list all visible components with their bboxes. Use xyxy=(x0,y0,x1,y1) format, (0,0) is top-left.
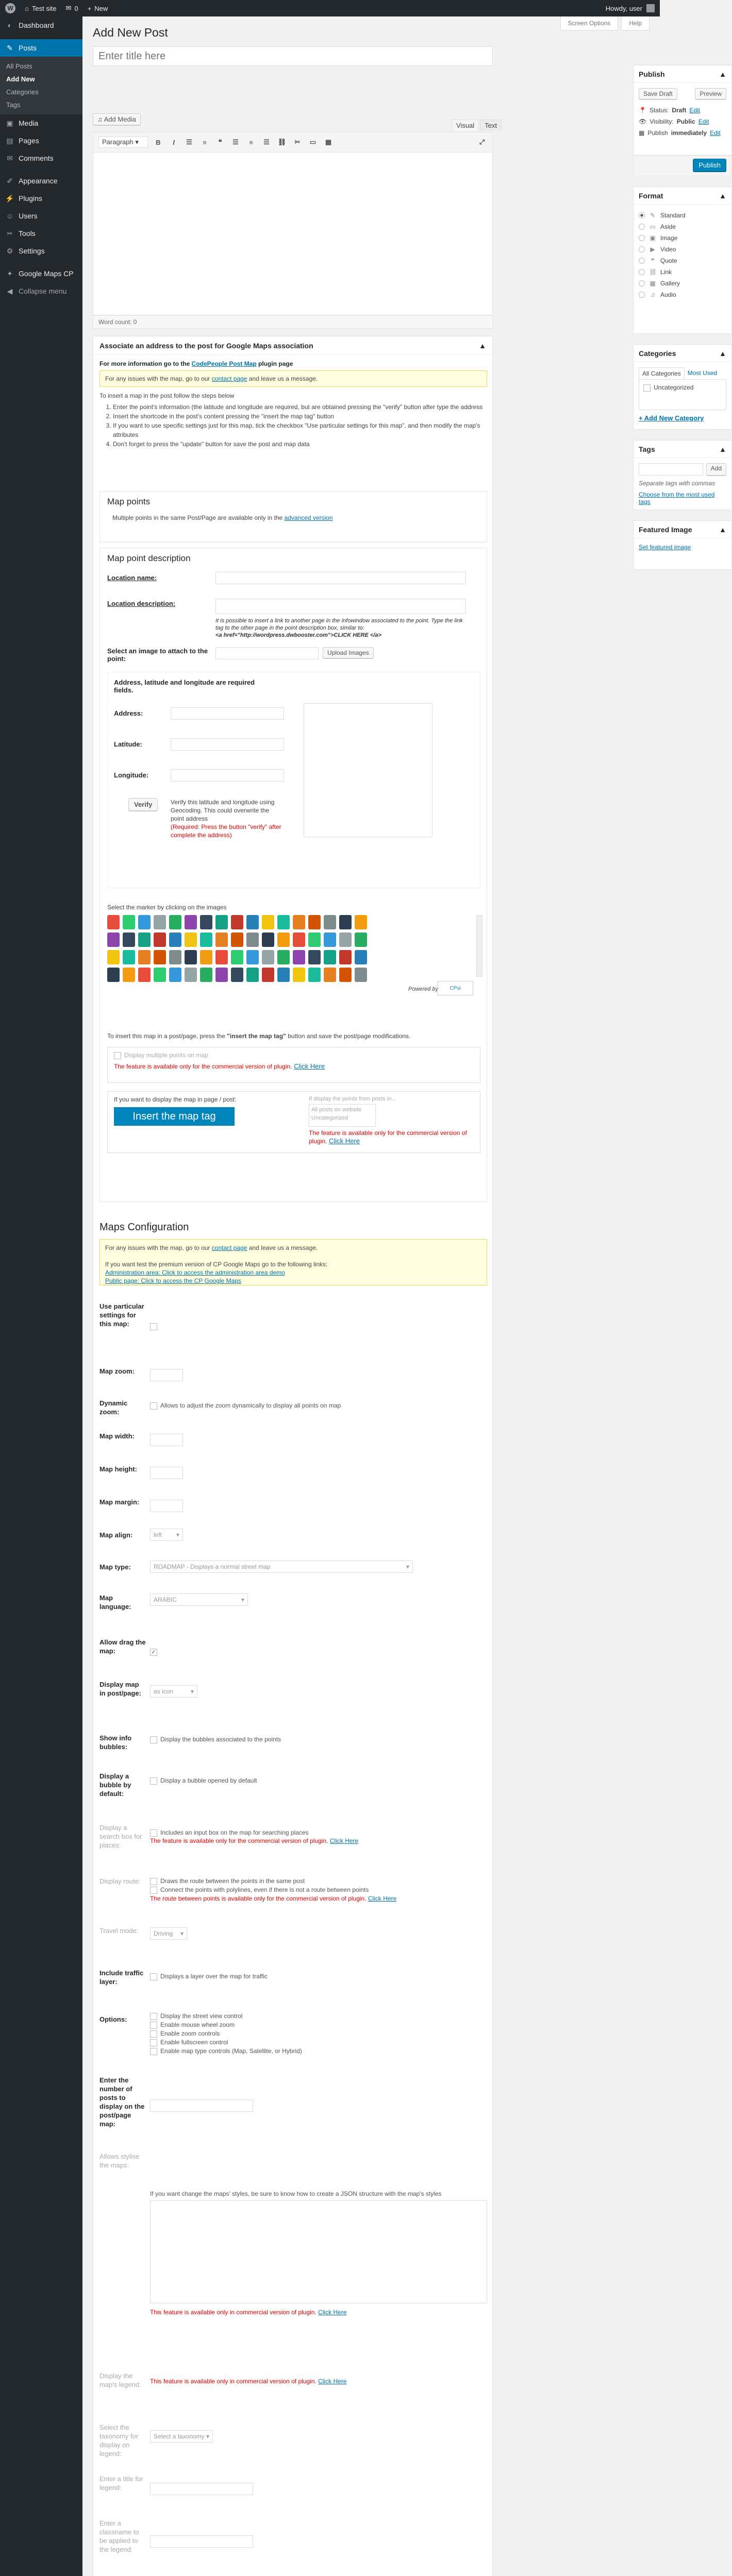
numbered-list-icon[interactable]: ≡ xyxy=(203,138,207,146)
list-item: 3. If you want to use specific settings just for this map, tick the checkbox "Use particular settings for this map", and then modify the map's attributes xyxy=(113,421,487,439)
marker-option[interactable] xyxy=(262,968,274,982)
marker-option[interactable] xyxy=(123,950,135,964)
marker-option[interactable] xyxy=(308,915,321,929)
align-center-icon[interactable]: ≡ xyxy=(249,138,253,146)
menu-users[interactable]: ☺ Users xyxy=(6,212,38,220)
marker-option[interactable] xyxy=(169,933,181,947)
marker-option[interactable] xyxy=(185,968,197,982)
edit-visibility-link[interactable]: Edit xyxy=(698,118,709,125)
marker-option[interactable] xyxy=(169,968,181,982)
post-content-editor[interactable] xyxy=(93,152,493,315)
marker-option[interactable] xyxy=(355,950,367,964)
advanced-version-link[interactable]: advanced version xyxy=(284,514,333,521)
format-quote[interactable]: ❝ Quote xyxy=(639,255,726,266)
toggle-arrow-icon[interactable]: ▲ xyxy=(719,192,726,200)
marker-option[interactable] xyxy=(324,968,336,982)
map-height-input[interactable] xyxy=(150,1467,183,1479)
marker-option[interactable] xyxy=(339,933,352,947)
bubble-default-checkbox[interactable] xyxy=(150,1777,157,1785)
marker-option[interactable] xyxy=(308,968,321,982)
paragraph-select[interactable]: Paragraph ▾ xyxy=(98,137,148,148)
marker-option[interactable] xyxy=(246,968,259,982)
description-hint: It is possible to insert a link to another page in the infowindow associated to the point. Type the link tag to the other page in the point description box, similar to: <a href="http://wordpress.dwbooster.com">CLICK HERE </a> xyxy=(215,618,463,638)
plus-icon: + xyxy=(87,4,92,12)
map-language-select[interactable]: ARABIC ▾ xyxy=(150,1594,248,1606)
publish-box: Publish ▲ Save Draft Preview 📍 Status: Draft Edit 👁 Visibility: Public Edit ▦ Publish immediately Edit Publish xyxy=(633,65,732,176)
marker-option[interactable] xyxy=(215,950,228,964)
menu-plugins[interactable]: ⚡ Plugins xyxy=(5,194,42,202)
marker-option[interactable] xyxy=(308,933,321,947)
preview-button[interactable]: Preview xyxy=(695,88,726,99)
media-icon: ▣ xyxy=(6,118,13,127)
marker-option[interactable] xyxy=(169,950,181,964)
marker-option[interactable] xyxy=(169,915,181,929)
marker-option[interactable] xyxy=(154,950,166,964)
comments-link[interactable]: ✉ 0 xyxy=(65,4,78,12)
marker-option[interactable] xyxy=(355,915,367,929)
pin-icon: ✎ xyxy=(650,212,656,219)
menu-media[interactable]: ▣ Media xyxy=(0,114,82,132)
display-post-list-label: If display the points from posts in... xyxy=(309,1096,396,1102)
dynamic-zoom-checkbox[interactable] xyxy=(150,1402,157,1410)
travel-mode-select[interactable]: Driving ▾ xyxy=(150,1927,187,1940)
address-input[interactable] xyxy=(171,707,284,720)
plugin-icon: ⚡ xyxy=(5,194,14,202)
admin-bar xyxy=(0,0,660,16)
marker-option[interactable] xyxy=(154,933,166,947)
menu-collapse[interactable]: ◀ Collapse menu xyxy=(0,282,82,300)
format-box: Format ▲ ✎ Standard ▭ Aside ▣ Image ▶ Video ❝ Quote ⛓ Link ▦ Gallery ♫ Audio xyxy=(633,187,732,334)
avatar xyxy=(646,4,655,12)
list-item: 1. Enter the point's information (the latitude and longitude are required, but are obtained pressing the "verify" button after type the address xyxy=(113,402,487,412)
map-points-section: Map points Multiple points in the same Post/Page are available only in the advanced version xyxy=(99,491,487,543)
marker-option[interactable] xyxy=(154,915,166,929)
click-here-link[interactable]: Click Here xyxy=(329,1137,360,1145)
quote-icon: ❝ xyxy=(651,257,655,264)
marker-option[interactable] xyxy=(138,933,151,947)
chevron-down-icon: ▾ xyxy=(180,1930,184,1937)
click-here-link[interactable]: Click Here xyxy=(329,1837,359,1844)
visibility-icon: 👁 xyxy=(639,118,647,125)
page-icon: ▤ xyxy=(6,136,13,145)
click-here-link[interactable]: Click Here xyxy=(318,2378,347,2385)
legend-title-input[interactable] xyxy=(150,2483,253,2495)
marker-option[interactable] xyxy=(324,915,336,929)
marker-option[interactable] xyxy=(246,915,259,929)
marker-option[interactable] xyxy=(107,950,120,964)
map-margin-input[interactable] xyxy=(150,1500,183,1512)
num-posts-input[interactable] xyxy=(150,2099,253,2112)
route-checkbox[interactable] xyxy=(150,1878,157,1885)
chevron-down-icon: ▾ xyxy=(241,1596,244,1603)
video-icon: ▶ xyxy=(650,246,655,253)
tab-text[interactable]: Text xyxy=(480,120,502,131)
save-draft-button[interactable]: Save Draft xyxy=(639,88,677,99)
marker-prompt: Select the marker by clicking on the images xyxy=(107,904,227,911)
link-icon[interactable]: ⛓ xyxy=(277,138,287,146)
map-type-select[interactable]: ROADMAP - Displays a normal street map ▾ xyxy=(150,1561,413,1573)
pin-icon: ✎ xyxy=(7,43,13,52)
marker-option[interactable] xyxy=(200,915,212,929)
location-name-input[interactable] xyxy=(215,572,466,584)
cpsi-logo[interactable]: CPsi xyxy=(437,981,473,995)
aside-icon: ▭ xyxy=(650,223,656,230)
marker-option[interactable] xyxy=(339,915,352,929)
align-left-icon[interactable]: ☰ xyxy=(232,138,239,146)
contact-page-link[interactable]: contact page xyxy=(211,375,247,382)
editor-toolbar xyxy=(93,132,493,152)
click-here-link[interactable]: Click Here xyxy=(318,2309,347,2316)
collapse-icon: ◀ xyxy=(7,286,13,295)
admin-sidebar xyxy=(0,16,82,2576)
set-featured-image-link[interactable]: Set featured image xyxy=(639,544,691,551)
menu-comments[interactable]: ✉ Comments xyxy=(0,149,82,167)
post-title-input[interactable] xyxy=(93,46,493,66)
map-preview[interactable] xyxy=(304,703,432,837)
map-zoom-input[interactable] xyxy=(150,1369,183,1381)
chevron-down-icon: ▾ xyxy=(190,1688,194,1695)
insert-map-tag-button[interactable]: Insert the map tag xyxy=(114,1107,235,1126)
marker-option[interactable] xyxy=(277,933,290,947)
align-right-icon[interactable]: ☰ xyxy=(263,138,270,146)
chevron-down-icon: ▾ xyxy=(206,2433,209,2440)
calendar-icon: ▦ xyxy=(639,129,645,137)
insert-intro: To insert a map in the post follow the steps below xyxy=(99,392,235,399)
map-align-select[interactable]: left ▾ xyxy=(150,1529,183,1541)
tags-hint: Separate tags with commas xyxy=(639,480,716,487)
verify-text: Verify this latitude and longitude using Geocoding. This could overwrite the point address (Required: Press the button "verify" after complete the address) xyxy=(171,799,281,839)
marker-option[interactable] xyxy=(293,950,305,964)
comment-icon: ✉ xyxy=(65,4,72,12)
steps-list xyxy=(99,402,487,449)
marker-option[interactable] xyxy=(324,950,336,964)
image-url-input[interactable] xyxy=(215,647,319,659)
comment-icon: ✉ xyxy=(7,154,13,162)
italic-icon[interactable]: I xyxy=(173,138,175,146)
toggle-arrow-icon[interactable]: ▲ xyxy=(719,526,726,534)
menu-pages[interactable]: ▤ Pages xyxy=(0,132,82,149)
marker-option[interactable] xyxy=(215,915,228,929)
tab-visual[interactable]: Visual xyxy=(452,120,479,131)
verify-button[interactable]: Verify xyxy=(128,798,158,811)
marker-option[interactable] xyxy=(277,968,290,982)
edit-status-link[interactable]: Edit xyxy=(689,107,701,114)
unlink-icon[interactable]: ✂ xyxy=(294,138,301,146)
marker-option[interactable] xyxy=(231,915,243,929)
map-point-description-section xyxy=(99,548,487,1202)
site-name-link[interactable]: ⌂ Test site xyxy=(25,4,57,12)
help-button[interactable]: Help xyxy=(621,16,650,30)
list-item: 2. Insert the shortcode in the post's content pressing the "insert the map tag" button xyxy=(113,412,487,421)
marker-option[interactable] xyxy=(231,950,243,964)
display-in-select[interactable]: as icon ▾ xyxy=(150,1685,197,1698)
location-description-textarea[interactable] xyxy=(215,599,466,614)
new-content-link[interactable]: + New xyxy=(87,4,108,12)
address-label: Address: xyxy=(114,709,143,717)
marker-option[interactable] xyxy=(200,950,212,964)
menu-dashboard[interactable]: ◐ Dashboard xyxy=(0,16,82,34)
format-audio[interactable]: ♫ Audio xyxy=(639,289,726,300)
chevron-down-icon: ▾ xyxy=(176,1531,179,1538)
marker-option[interactable] xyxy=(231,968,243,982)
marker-option[interactable] xyxy=(123,968,135,982)
wrench-icon: ✂ xyxy=(7,229,13,238)
toolbar-toggle-icon[interactable]: ▦ xyxy=(325,138,332,146)
format-image[interactable]: ▣ Image xyxy=(639,232,726,244)
toggle-arrow-icon[interactable]: ▲ xyxy=(719,349,726,358)
menu-appearance[interactable]: ✐ Appearance xyxy=(0,172,82,190)
add-new-category-link[interactable]: + Add New Category xyxy=(639,414,704,422)
marker-option[interactable] xyxy=(123,933,135,947)
taxonomy-select[interactable]: Select a taxonomy ▾ xyxy=(150,2430,213,2443)
latitude-label: Latitude: xyxy=(114,740,142,748)
marker-option[interactable] xyxy=(293,933,305,947)
submenu-all-posts[interactable]: All Posts xyxy=(6,62,32,70)
menu-tools[interactable]: ✂ Tools xyxy=(0,225,82,242)
marker-option[interactable] xyxy=(293,915,305,929)
submenu-categories[interactable]: Categories xyxy=(6,88,39,96)
word-count: Word count: 0 xyxy=(93,315,493,329)
marker-option[interactable] xyxy=(215,968,228,982)
chevron-down-icon: ▾ xyxy=(406,1563,409,1570)
publish-button[interactable]: Publish xyxy=(693,159,726,172)
section-title: Map point description xyxy=(107,553,191,563)
issues-notice: For any issues with the map, go to our contact page and leave us a message. xyxy=(99,370,487,387)
longitude-input[interactable] xyxy=(171,769,284,782)
marker-scrollbar[interactable] xyxy=(476,915,483,977)
wordpress-logo-icon[interactable]: W xyxy=(5,3,15,13)
blockquote-icon[interactable]: ❝ xyxy=(218,138,222,146)
zoom-controls-checkbox[interactable] xyxy=(150,2030,157,2038)
toggle-arrow-icon[interactable]: ▲ xyxy=(479,342,486,350)
styles-textarea[interactable] xyxy=(150,2200,487,2303)
marker-option[interactable] xyxy=(138,968,151,982)
dashboard-icon: ◐ xyxy=(7,21,12,29)
toggle-arrow-icon[interactable]: ▲ xyxy=(719,70,726,78)
add-media-button[interactable]: ♫ Add Media xyxy=(93,113,141,125)
legend-class-input[interactable] xyxy=(150,2535,253,2548)
wheel-zoom-checkbox[interactable] xyxy=(150,2022,157,2029)
address-panel xyxy=(107,672,480,888)
format-aside[interactable]: ▭ Aside xyxy=(639,221,726,232)
page-title: Add New Post xyxy=(93,26,168,39)
user-account[interactable]: Howdy, user xyxy=(606,4,655,12)
marker-option[interactable] xyxy=(246,933,259,947)
location-name-label: Location name: xyxy=(107,574,157,582)
category-checkbox[interactable] xyxy=(643,384,651,392)
settings-icon: ⚙ xyxy=(6,246,13,255)
menu-settings[interactable]: ⚙ Settings xyxy=(0,242,82,260)
multi-points-box: Display multiple points on map The feature is available only for the commercial version of plugin. Click Here xyxy=(107,1047,480,1083)
audio-icon: ♫ xyxy=(650,291,655,298)
marker-option[interactable] xyxy=(231,933,243,947)
marker-option[interactable] xyxy=(154,968,166,982)
submenu-add-new[interactable]: Add New xyxy=(6,75,35,83)
metabox-intro: For more information go to the CodePeople Post Map plugin page For any issues with the map, go to our contact page and leave us a message. To insert a map in the post follow the steps below 1. Enter the point's information (the latitude and longitude are required, but are obtained pressing the "verify" button after type the address 2. Insert the shortcode in the post's content pressing the "insert the map tag" button 3. If you want to use specific settings just for this map, tick the checkbox "Use particular settings for this map", and then modify the map's attributes 4. Don't forget to press the "update" button for save the post and map data xyxy=(99,360,487,449)
premium-notice: For any issues with the map, go to our contact page and leave us a message. If you want test the premium version of CP Google Maps go to the following links: Administration area: Click to access the administration area demo Public page: Click to access the CP Google Maps xyxy=(99,1239,487,1285)
marker-option[interactable] xyxy=(123,915,135,929)
marker-option[interactable] xyxy=(200,933,212,947)
insert-map-prompt: To insert this map in a post/page, press the "insert the map tag" button and save the post/page modifications. xyxy=(107,1032,411,1040)
format-standard[interactable]: ✎ Standard xyxy=(639,210,726,221)
gallery-icon: ▦ xyxy=(650,280,656,287)
marker-option[interactable] xyxy=(215,933,228,947)
list-item: 4. Don't forget to press the "update" button for save the post and map data xyxy=(113,439,487,449)
tab-all-categories[interactable]: All Categories xyxy=(639,367,685,379)
edit-date-link[interactable]: Edit xyxy=(710,129,721,137)
section-title: Map points xyxy=(107,497,151,506)
marker-option[interactable] xyxy=(262,933,274,947)
use-particular-checkbox[interactable] xyxy=(150,1323,157,1330)
bullet-list-icon[interactable]: ☰ xyxy=(186,138,192,146)
allow-drag-checkbox[interactable]: ✓ xyxy=(150,1649,157,1656)
home-icon: ⌂ xyxy=(25,4,29,12)
google-maps-metabox: Associate an address to the post for Google Maps association ▲ For more information go to the CodePeople Post Map plugin page For any issues with the map, go to our contact page and leave us a message. To insert a map in the post follow the steps below 1. Enter the point's information (the latitude and longitude are required, but are obtained pressing the "verify" button after type the address 2. Insert the shortcode in the post's content pressing the "insert the map tag" button 3. If you want to use specific settings just for this map, tick the checkbox "Use particular settings for this map", and then modify the map's attributes 4. Don't forget to press the "update" button for save the post and map data Map points Multiple points in the same Post/Page are available only in the advanced version Map point description Location name: Location description: It is possible to insert a link to another page in the infowindow associated to the point. Type the link tag to the other page in the point description box, similar to: <a href="http://wordpress.dwbooster.com">CLICK HERE </a> Select an image to attach to the point: Upload Images Address, latitude and longitude are required fields. Address: Latitude: Longitude: Verify Verify this latitude and longitude using Geocoding. This could overwrite the point address (Required: Press the button "verify" after complete the address) Select the marker by clicking on the images Powered by CPsi To insert this map in a post/page, press the "insert the map tag" button and save the post/page modifications. Display multiple points on map The feature is available only for the commercial version of plugin. Click Here If you want to display the map in page / post: Insert the map tag If display the points from posts in... All posts on website Uncategorized The feature is available only for the commercial version of plugin. Click Here Maps Configuration For any issues with the map, go to our contact page and leave us a message. If you want test the premium version of CP Google Maps go to the following links: Administration area: Click to access the administration area demo Public page: Click to access the CP Google Maps Use particular settings for this map: Map zoom: Dynamic zoom: Allows to adjust the zoom dynamically to display all points on map Map width: Map height: Map margin: Map align: left ▾ Map type: ROADMAP - Displays a normal street map ▾ Map language: ARABIC ▾ Allow drag the map: ✓ Display map in post/page: as icon ▾ Show info bubbles: Display the bubbles associated to the points Display a bubble by default: Display a bubble opened by default Display a search box for places: Includes an input box on the map for searching places The feature is available only for the commercial version of plugin. Click Here Display route: Draws the route between the points in the same post Connect the points with polylines, even if there is not a route between points The route between points is available only for the commercial version of plugin. Click Here Travel mode: Driving ▾ Include traffic layer: Displays a layer over the map for traffic Options: Display the street view control Enable mouse wheel zoom Enable zoom controls Enable fullscreen control Enable map type controls (Map, Satellite, or Hybrid) Enter the number of posts to display on the post/page map: Allows stylise the maps: If you want change the maps' styles, be sure to know how to create a JSON structure with the map's styles This feature is available only in commercial version of plugin. Click Here Display the map's legend: This feature is available only in commercial version of plugin. Click Here Select the taxonomy for display on legend: Select a taxonomy ▾ Enter a title for legend: Enter a classname to be applied to the legend: xyxy=(93,336,493,2576)
public-demo-link[interactable]: Public page: Click to access the CP Google Maps xyxy=(105,1277,241,1284)
metabox-title: Associate an address to the post for Google Maps association xyxy=(99,342,313,350)
marker-option[interactable] xyxy=(107,933,120,947)
marker-option[interactable] xyxy=(355,933,367,947)
bold-icon[interactable]: B xyxy=(156,138,161,146)
map-width-input[interactable] xyxy=(150,1434,183,1446)
address-required-note: Address, latitude and longitude are required fields. xyxy=(114,679,255,694)
menu-google-maps-cp[interactable]: ✦ Google Maps CP xyxy=(0,265,82,282)
contact-page-link[interactable]: contact page xyxy=(211,1244,247,1251)
marker-option[interactable] xyxy=(138,915,151,929)
format-link[interactable]: ⛓ Link xyxy=(639,266,726,278)
image-label: Select an image to attach to the point: xyxy=(107,647,208,663)
longitude-label: Longitude: xyxy=(114,771,149,779)
marker-option[interactable] xyxy=(262,915,274,929)
codepeople-post-map-link[interactable]: CodePeople Post Map xyxy=(191,360,257,367)
brush-icon: ✐ xyxy=(7,176,13,185)
marker-option[interactable] xyxy=(185,915,197,929)
marker-option[interactable] xyxy=(185,950,197,964)
marker-option[interactable] xyxy=(246,950,259,964)
latitude-input[interactable] xyxy=(171,738,284,751)
marker-option[interactable] xyxy=(138,950,151,964)
toggle-arrow-icon[interactable]: ▲ xyxy=(719,445,726,453)
featured-image-box: Featured Image ▲ Set featured image xyxy=(633,520,732,570)
categories-box: Categories ▲ All Categories Most Used Uncategorized + Add New Category xyxy=(633,344,732,430)
marker-option[interactable] xyxy=(200,968,212,982)
post-type-list[interactable]: All posts on website Uncategorized xyxy=(309,1104,376,1127)
map-tag-box: If you want to display the map in page / post: Insert the map tag If display the points from posts in... All posts on website Uncategorized The feature is available only for the commercial version of plugin. Click Here xyxy=(107,1091,480,1153)
marker-option[interactable] xyxy=(324,933,336,947)
display-map-text: If you want to display the map in page / post: xyxy=(114,1096,237,1103)
submenu-tags[interactable]: Tags xyxy=(6,101,21,109)
image-icon: ▣ xyxy=(650,234,656,242)
marker-option[interactable] xyxy=(339,968,352,982)
maps-config-title: Maps Configuration xyxy=(99,1222,189,1233)
menu-posts[interactable]: ✎ Posts xyxy=(0,39,82,57)
users-icon: ☺ xyxy=(6,212,14,220)
traffic-checkbox[interactable] xyxy=(150,1973,157,1980)
street-view-checkbox[interactable] xyxy=(150,2013,157,2020)
posts-submenu xyxy=(0,57,82,114)
marker-option[interactable] xyxy=(277,915,290,929)
screen-options-button[interactable]: Screen Options xyxy=(560,16,619,30)
upload-images-button[interactable]: Upload Images xyxy=(323,647,374,658)
add-tag-button[interactable]: Add xyxy=(706,463,726,476)
admin-demo-link[interactable]: Administration area: Click to access the administration area demo xyxy=(105,1269,285,1276)
marker-option[interactable] xyxy=(107,968,120,982)
marker-option[interactable] xyxy=(277,950,290,964)
search-box-checkbox[interactable] xyxy=(150,1829,157,1837)
click-here-link[interactable]: Click Here xyxy=(368,1895,397,1902)
marker-option[interactable] xyxy=(339,950,352,964)
status-icon: 📍 xyxy=(639,107,646,114)
show-info-checkbox[interactable] xyxy=(150,1736,157,1743)
format-video[interactable]: ▶ Video xyxy=(639,244,726,255)
media-icon: ♫ xyxy=(97,115,104,123)
powered-by: Powered by xyxy=(408,986,439,992)
marker-option[interactable] xyxy=(262,950,274,964)
right-sidebar xyxy=(633,65,732,580)
link-icon: ⛓ xyxy=(649,268,657,276)
marker-grid xyxy=(107,915,367,982)
tags-box: Tags ▲ Add Separate tags with commas Choose from the most used tags xyxy=(633,440,732,510)
polyline-checkbox[interactable] xyxy=(150,1887,157,1894)
format-gallery[interactable]: ▦ Gallery xyxy=(639,278,726,289)
tag-input[interactable] xyxy=(639,463,703,476)
marker-option[interactable] xyxy=(107,915,120,929)
click-here-link[interactable]: Click Here xyxy=(294,1062,325,1070)
marker-option[interactable] xyxy=(308,950,321,964)
read-more-icon[interactable]: ▭ xyxy=(309,138,317,146)
choose-tags-link[interactable]: Choose from the most used tags xyxy=(639,491,715,505)
fullscreen-checkbox[interactable] xyxy=(150,2039,157,2046)
marker-option[interactable] xyxy=(185,933,197,947)
fullscreen-icon[interactable]: ⤢ xyxy=(479,138,485,146)
location-description-label: Location description: xyxy=(107,600,176,607)
marker-option[interactable] xyxy=(355,968,367,982)
map-icon: ✦ xyxy=(7,269,13,278)
map-type-controls-checkbox[interactable] xyxy=(150,2048,157,2055)
tab-most-used[interactable]: Most Used xyxy=(687,369,718,377)
marker-option[interactable] xyxy=(293,968,305,982)
